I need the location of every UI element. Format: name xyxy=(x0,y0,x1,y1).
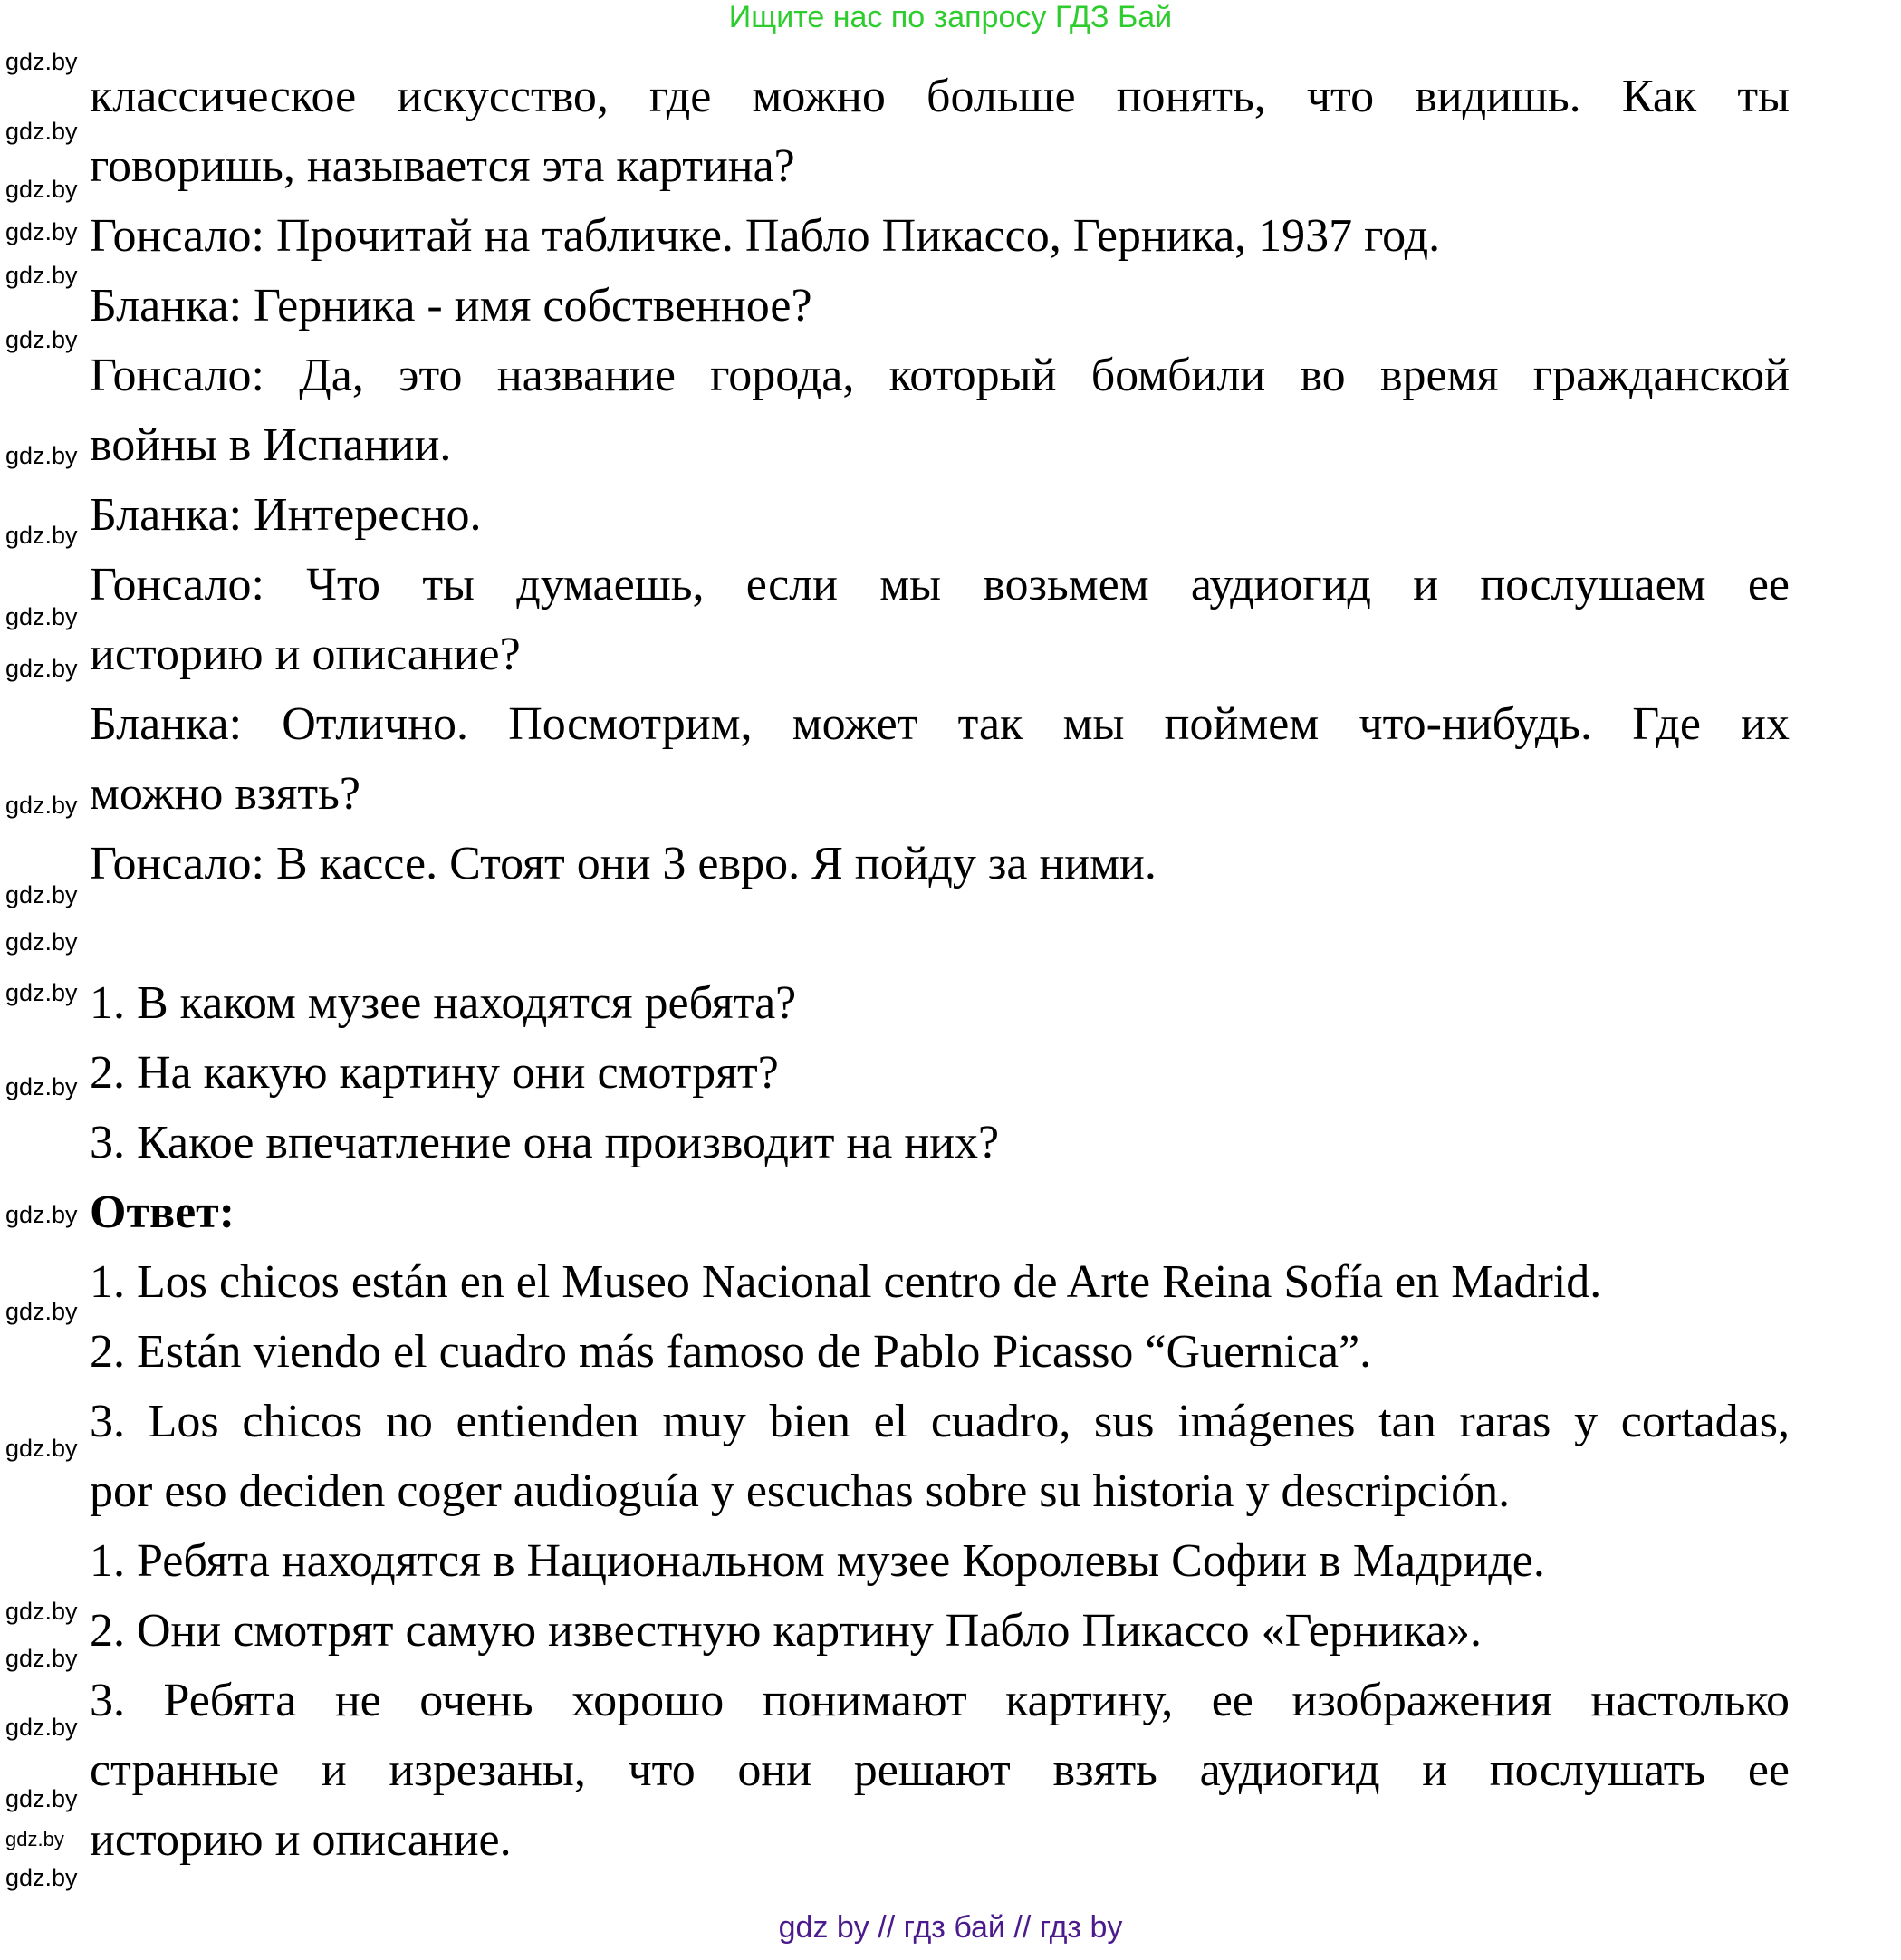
watermark-text: gdz.by xyxy=(5,655,78,682)
text-line: Бланка: Интересно. xyxy=(90,489,482,541)
search-banner: Ищите нас по запросу ГДЗ Бай xyxy=(728,0,1173,34)
watermark-text: gdz.by xyxy=(5,1201,78,1228)
footer-links[interactable]: gdz by // гдз бай // гдз by xyxy=(778,1910,1123,1945)
answer-heading: Ответ: xyxy=(90,1187,235,1238)
watermark-text: gdz.by xyxy=(5,48,78,75)
watermark-text: gdz.by xyxy=(5,442,78,469)
watermark-text: gdz.by xyxy=(5,1073,78,1100)
watermark-text: gdz.by xyxy=(5,218,78,245)
text-line: Гонсало: Да, это название города, который бомбили во время гражданской xyxy=(90,350,1790,401)
watermark-text: gdz.by xyxy=(5,1435,78,1462)
text-line: историю и описание? xyxy=(90,629,521,680)
text-line: Гонсало: Что ты думаешь, если мы возьмем аудиогид и послушаем ее xyxy=(90,559,1790,610)
watermark-text: gdz.by xyxy=(5,1714,78,1741)
watermark-text: gdz.by xyxy=(5,118,78,145)
watermark-text: gdz.by xyxy=(5,262,78,289)
text-line: историю и описание. xyxy=(90,1814,512,1866)
text-line: говоришь, называется эта картина? xyxy=(90,140,795,192)
text-line: 2. Están viendo el cuadro más famoso de Pablo Picasso “Guernica”. xyxy=(90,1326,1372,1378)
text-line: 2. На какую картину они смотрят? xyxy=(90,1047,779,1099)
watermark-text: gdz.by xyxy=(5,979,78,1006)
text-line: 3. Ребята не очень хорошо понимают картину, ее изображения настолько xyxy=(90,1675,1790,1726)
text-line: 3. Los chicos no entienden muy bien el cuadro, sus imágenes tan raras y cortadas, xyxy=(90,1396,1790,1447)
text-line: можно взять? xyxy=(90,768,360,820)
text-line: 1. Ребята находятся в Национальном музее Королевы Софии в Мадриде. xyxy=(90,1535,1545,1587)
text-line: por eso deciden coger audioguía y escuchas sobre su historia y descripción. xyxy=(90,1465,1511,1517)
watermark-text: gdz.by xyxy=(5,881,78,908)
watermark-text: gdz.by xyxy=(5,1828,64,1850)
watermark-text: gdz.by xyxy=(5,326,78,353)
text-line: Бланка: Герника - имя собственное? xyxy=(90,280,812,331)
text-line: Гонсало: Прочитай на табличке. Пабло Пикассо, Герника, 1937 год. xyxy=(90,210,1441,262)
text-line: войны в Испании. xyxy=(90,419,452,471)
text-line: 2. Они смотрят самую известную картину Пабло Пикассо «Герника». xyxy=(90,1605,1483,1657)
watermark-text: gdz.by xyxy=(5,1785,78,1812)
text-line: 1. В каком музее находятся ребята? xyxy=(90,977,797,1029)
text-line: 1. Los chicos están en el Museo Nacional centro de Arte Reina Sofía en Madrid. xyxy=(90,1256,1602,1308)
text-line: Гонсало: В кассе. Стоят они 3 евро. Я пойду за ними. xyxy=(90,838,1157,889)
watermark-text: gdz.by xyxy=(5,522,78,549)
text-line: Бланка: Отлично. Посмотрим, может так мы поймем что-нибудь. Где их xyxy=(90,698,1790,750)
watermark-text: gdz.by xyxy=(5,176,78,203)
text-line: странные и изрезаны, что они решают взять аудиогид и послушать ее xyxy=(90,1744,1790,1796)
watermark-text: gdz.by xyxy=(5,928,78,956)
watermark-text: gdz.by xyxy=(5,1645,78,1672)
watermark-text: gdz.by xyxy=(5,1298,78,1325)
text-line: 3. Какое впечатление она производит на них? xyxy=(90,1117,1000,1168)
watermark-text: gdz.by xyxy=(5,792,78,819)
text-line: классическое искусство, где можно больше понять, что видишь. Как ты xyxy=(90,71,1790,122)
watermark-text: gdz.by xyxy=(5,1864,78,1891)
watermark-text: gdz.by xyxy=(5,1598,78,1625)
watermark-text: gdz.by xyxy=(5,603,78,630)
